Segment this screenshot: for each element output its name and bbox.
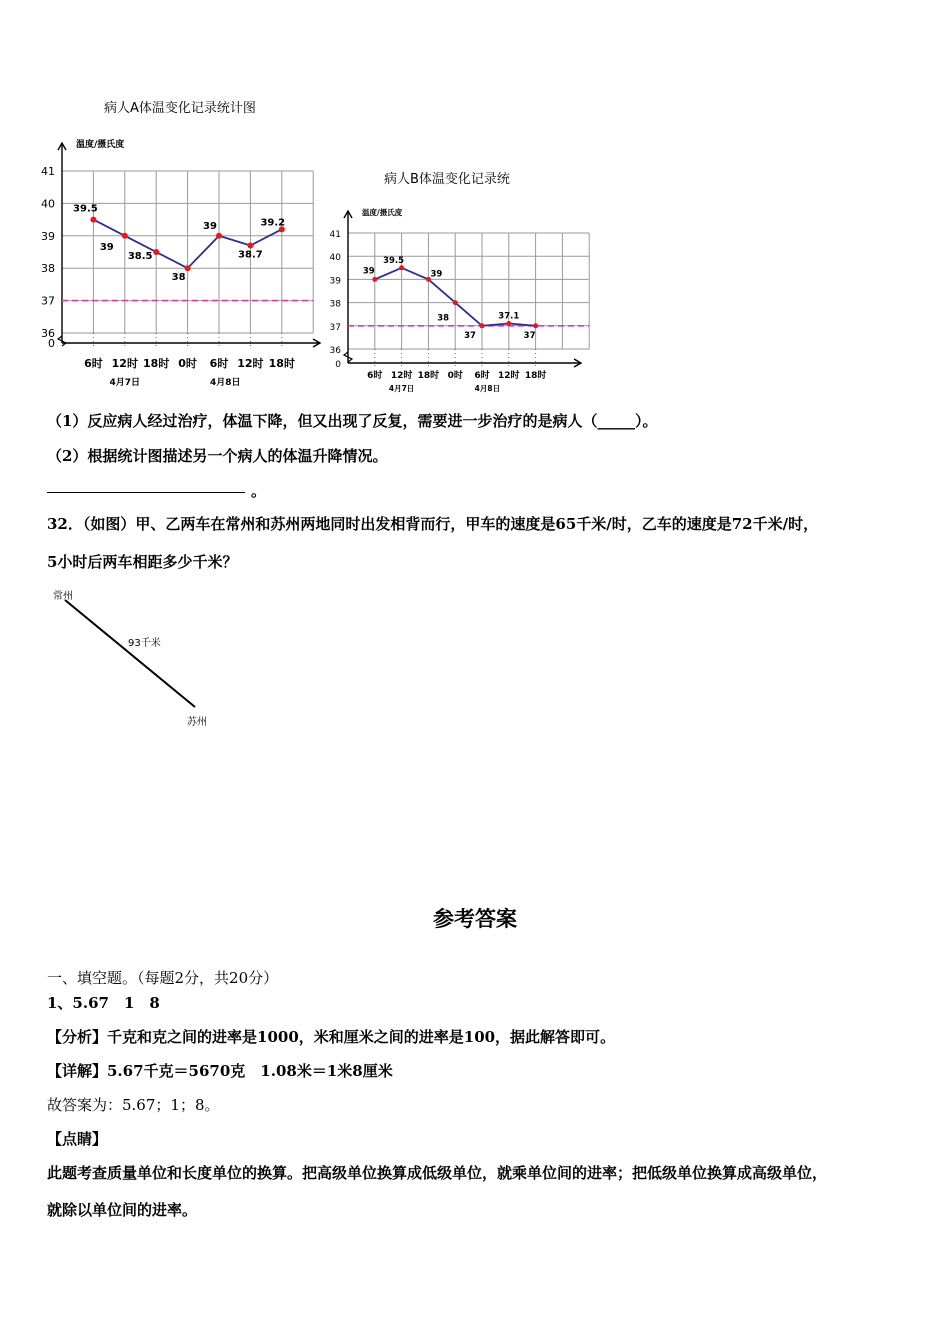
chart-a bbox=[30, 135, 330, 400]
map-city-b: 苏州 bbox=[187, 717, 207, 728]
chart-b-data-label: 39 bbox=[362, 266, 375, 277]
chart-b-data-point bbox=[453, 300, 458, 305]
chart-a-title: 病人A体温变化记录统计图 bbox=[104, 101, 256, 116]
chart-b-x-tick-label: 18时 bbox=[524, 371, 547, 381]
answer-item-1: 1、5.67 1 8 bbox=[47, 994, 160, 1012]
answer-comment-line-1: 此题考查质量单位和长度单位的换算。把高级单位换算成低级单位，就乘单位间的进率；把低级单位换算成高级单位， bbox=[47, 1164, 828, 1182]
chart-b-data-point bbox=[480, 323, 485, 328]
question-32-line-1: 32．（如图）甲、乙两车在常州和苏州两地同时出发相背而行，甲车的速度是65千米/时，乙车的速度是72千米/时， bbox=[47, 515, 819, 533]
chart-b-x-tick-label: 0时 bbox=[447, 371, 463, 381]
chart-b-x-tick-label: 18时 bbox=[417, 371, 440, 381]
answers-title: 参考答案 bbox=[433, 907, 517, 931]
chart-a-data-label: 38.5 bbox=[127, 251, 153, 262]
chart-b-y-tick: 41 bbox=[329, 230, 341, 240]
map-distance: 93千米 bbox=[128, 638, 161, 649]
chart-b-data-point bbox=[506, 321, 511, 326]
chart-b-y-tick: 39 bbox=[329, 276, 341, 287]
chart-a-data-point bbox=[247, 243, 253, 249]
chart-b-y-tick: 36 bbox=[329, 346, 341, 356]
chart-a-y-tick: 41 bbox=[41, 165, 55, 178]
chart-b-y-tick: 37 bbox=[329, 322, 341, 333]
answers-section-heading: 一、填空题。（每题2分，共20分） bbox=[47, 969, 279, 987]
chart-b-data-label: 37 bbox=[523, 330, 536, 341]
chart-a-y-label: 温度/摄氏度 bbox=[76, 140, 125, 150]
chart-b-date-label: 4月8日 bbox=[474, 384, 501, 393]
chart-a-data-point bbox=[216, 233, 222, 239]
question-1: （1）反应病人经过治疗，体温下降，但又出现了反复，需要进一步治疗的是病人（_____）。 bbox=[47, 412, 658, 430]
chart-b bbox=[325, 205, 590, 395]
chart-a-y-tick: 37 bbox=[41, 294, 55, 308]
chart-b-origin-label: 0 bbox=[335, 360, 341, 370]
chart-b-title: 病人B体温变化记录统 bbox=[384, 172, 510, 187]
chart-a-x-tick-label: 18时 bbox=[268, 357, 295, 370]
chart-a-data-point bbox=[153, 249, 159, 255]
chart-b-y-label: 温度/摄氏度 bbox=[362, 208, 403, 217]
chart-a-x-tick-label: 12时 bbox=[111, 357, 138, 370]
chart-a-data-point bbox=[185, 265, 191, 271]
chart-b-x-tick-label: 12时 bbox=[390, 371, 413, 381]
chart-a-x-tick-label: 12时 bbox=[237, 357, 264, 370]
chart-b-data-label: 38 bbox=[437, 313, 450, 324]
chart-b-data-label: 39.5 bbox=[383, 255, 405, 266]
chart-b-data-label: 37.1 bbox=[498, 311, 520, 322]
chart-a-x-tick-label: 18时 bbox=[143, 357, 170, 370]
chart-b-data-label: 37 bbox=[464, 330, 476, 341]
chart-a-x-tick-label: 6时 bbox=[209, 357, 229, 370]
answer-conclusion: 故答案为：5.67；1；8。 bbox=[47, 1096, 220, 1114]
chart-a-y-tick: 40 bbox=[41, 197, 55, 211]
chart-b-data-point bbox=[533, 323, 538, 328]
chart-b-data-point bbox=[399, 265, 404, 270]
chart-b-x-tick-label: 6时 bbox=[474, 371, 490, 381]
map-route-line bbox=[60, 597, 200, 712]
chart-a-y-tick: 39 bbox=[41, 229, 55, 243]
chart-a-date-label: 4月8日 bbox=[210, 378, 241, 388]
chart-a-x-tick-label: 0时 bbox=[178, 357, 197, 370]
question-2: （2）根据统计图描述另一个病人的体温升降情况。 bbox=[47, 447, 388, 465]
chart-b-y-tick: 38 bbox=[329, 299, 341, 310]
chart-b-data-label: 39 bbox=[430, 269, 443, 280]
answer-blank-line bbox=[47, 492, 245, 493]
chart-a-data-label: 39 bbox=[99, 241, 114, 253]
chart-b-x-tick-label: 12时 bbox=[498, 371, 520, 381]
map-city-a: 常州 bbox=[53, 591, 73, 602]
answer-analysis: 【分析】千克和克之间的进率是1000，米和厘米之间的进率是100，据此解答即可。 bbox=[47, 1028, 616, 1046]
chart-a-origin-label: 0 bbox=[48, 337, 55, 350]
answer-comment-line-2: 就除以单位间的进率。 bbox=[47, 1201, 198, 1219]
chart-a-date-label: 4月7日 bbox=[109, 378, 141, 388]
chart-a-data-label: 39.2 bbox=[260, 217, 286, 229]
chart-a-data-label: 39.5 bbox=[73, 203, 98, 215]
chart-b-x-tick-label: 6时 bbox=[367, 371, 383, 381]
chart-a-data-point bbox=[90, 217, 96, 223]
chart-a-data-label: 38.7 bbox=[238, 249, 263, 261]
chart-b-y-tick: 40 bbox=[329, 253, 341, 264]
chart-a-data-point bbox=[122, 233, 128, 239]
chart-a-data-label: 39 bbox=[203, 220, 217, 232]
answer-comment-title: 【点睛】 bbox=[47, 1130, 108, 1148]
question-32-line-2: 5小时后两车相距多少千米？ bbox=[47, 553, 238, 571]
chart-b-data-point bbox=[372, 277, 377, 282]
chart-a-x-tick-label: 6时 bbox=[84, 357, 103, 370]
answer-detail: 【详解】5.67千克＝5670克 1.08米＝1米8厘米 bbox=[47, 1062, 393, 1080]
answer-blank-period: 。 bbox=[251, 482, 267, 500]
chart-a-data-label: 38 bbox=[171, 272, 186, 284]
chart-b-date-label: 4月7日 bbox=[388, 384, 415, 393]
chart-a-y-tick: 36 bbox=[41, 327, 55, 340]
chart-a-y-tick: 38 bbox=[41, 262, 55, 276]
